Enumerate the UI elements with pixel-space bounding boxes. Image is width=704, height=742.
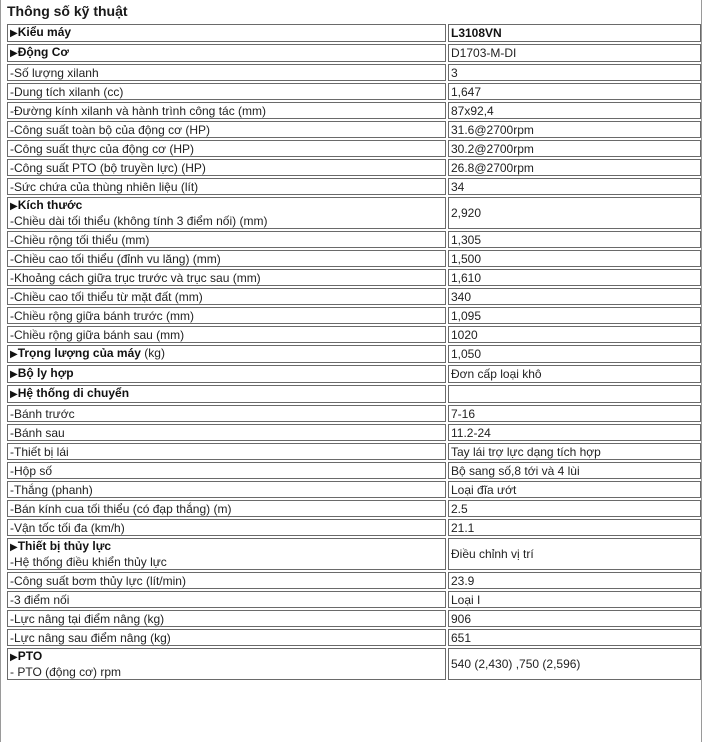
table-row — [7, 365, 701, 383]
row-value: Điều chỉnh vị trí — [448, 538, 701, 570]
table-row — [7, 159, 701, 176]
row-value: 23.9 — [448, 572, 701, 589]
table-row — [7, 24, 701, 42]
table-row — [7, 648, 701, 680]
table-row — [7, 519, 701, 536]
row-label: -Công suất bơm thủy lực (lít/min) — [7, 572, 446, 589]
row-value: 31.6@2700rpm — [448, 121, 701, 138]
row-label: ▶Bộ ly hợp — [7, 365, 446, 383]
row-value: 1,647 — [448, 83, 701, 100]
table-row — [7, 64, 701, 81]
table-row — [7, 121, 701, 138]
table-row — [7, 443, 701, 460]
table-row — [7, 307, 701, 324]
row-value: 1,500 — [448, 250, 701, 267]
row-value: 2.5 — [448, 500, 701, 517]
row-value: 11.2-24 — [448, 424, 701, 441]
row-value: 30.2@2700rpm — [448, 140, 701, 157]
row-value: Đơn cấp loại khô — [448, 365, 701, 383]
row-label: -Công suất toàn bộ của động cơ (HP) — [7, 121, 446, 138]
row-label: -Bánh sau — [7, 424, 446, 441]
triangle-right-icon: ▶ — [10, 542, 18, 553]
row-label: -Hộp số — [7, 462, 446, 479]
table-row — [7, 572, 701, 589]
table-row — [7, 178, 701, 195]
table-row — [7, 326, 701, 343]
row-value: 540 (2,430) ,750 (2,596) — [448, 648, 701, 680]
row-value — [448, 385, 701, 403]
row-label: -Chiều rộng tối thiểu (mm) — [7, 231, 446, 248]
page-title: Thông số kỹ thuật — [7, 3, 128, 19]
row-label: -Công suất thực của động cơ (HP) — [7, 140, 446, 157]
table-row — [7, 591, 701, 608]
row-value: 340 — [448, 288, 701, 305]
table-row — [7, 424, 701, 441]
table-row — [7, 385, 701, 403]
table-row — [7, 500, 701, 517]
row-value: 21.1 — [448, 519, 701, 536]
row-label: -3 điểm nối — [7, 591, 446, 608]
row-label: ▶Kích thước -Chiều dài tối thiểu (không tính 3 điểm nối) (mm) — [7, 197, 446, 229]
row-value: 1020 — [448, 326, 701, 343]
row-label: -Lực nâng sau điểm nâng (kg) — [7, 629, 446, 646]
row-value: 1,305 — [448, 231, 701, 248]
table-row — [7, 44, 701, 62]
row-label: -Vận tốc tối đa (km/h) — [7, 519, 446, 536]
row-value: 3 — [448, 64, 701, 81]
row-value: 1,050 — [448, 345, 701, 363]
table-row — [7, 538, 701, 570]
row-label: -Chiều cao tối thiểu (đỉnh vu lăng) (mm) — [7, 250, 446, 267]
row-value: 2,920 — [448, 197, 701, 229]
row-label: ▶Hệ thống di chuyển — [7, 385, 446, 403]
spec-table — [5, 22, 703, 682]
row-value: 1,095 — [448, 307, 701, 324]
row-value: Loại I — [448, 591, 701, 608]
triangle-right-icon: ▶ — [10, 28, 18, 39]
row-label: -Sức chứa của thùng nhiên liệu (lít) — [7, 178, 446, 195]
row-value: D1703-M-DI — [448, 44, 701, 62]
triangle-right-icon: ▶ — [10, 369, 18, 380]
row-label: -Chiều rộng giữa bánh trước (mm) — [7, 307, 446, 324]
row-value: 7-16 — [448, 405, 701, 422]
table-row — [7, 231, 701, 248]
table-row — [7, 629, 701, 646]
table-row — [7, 288, 701, 305]
row-label: -Bán kính cua tối thiểu (có đạp thắng) (m) — [7, 500, 446, 517]
row-value: 34 — [448, 178, 701, 195]
table-row — [7, 345, 701, 363]
row-label: ▶Trọng lượng của máy (kg) — [7, 345, 446, 363]
row-value: 651 — [448, 629, 701, 646]
table-row — [7, 405, 701, 422]
table-row — [7, 140, 701, 157]
row-value: 87x92,4 — [448, 102, 701, 119]
row-label: -Bánh trước — [7, 405, 446, 422]
row-label: -Số lượng xilanh — [7, 64, 446, 81]
triangle-right-icon: ▶ — [10, 349, 18, 360]
row-label: -Công suất PTO (bộ truyền lực) (HP) — [7, 159, 446, 176]
row-label: ▶PTO - PTO (động cơ) rpm — [7, 648, 446, 680]
row-label: -Chiều cao tối thiểu từ mặt đất (mm) — [7, 288, 446, 305]
row-label: ▶Thiết bị thủy lực -Hệ thống điều khiển thủy lực — [7, 538, 446, 570]
row-label: -Chiều rộng giữa bánh sau (mm) — [7, 326, 446, 343]
triangle-right-icon: ▶ — [10, 201, 18, 212]
row-label: -Thiết bị lái — [7, 443, 446, 460]
table-row — [7, 250, 701, 267]
row-value: L3108VN — [448, 24, 701, 42]
row-value: Tay lái trợ lực dạng tích hợp — [448, 443, 701, 460]
triangle-right-icon: ▶ — [10, 652, 18, 663]
row-label: ▶Động Cơ — [7, 44, 446, 62]
row-value: 1,610 — [448, 269, 701, 286]
table-row — [7, 462, 701, 479]
row-label: -Khoảng cách giữa trục trước và trục sau (mm) — [7, 269, 446, 286]
table-row — [7, 83, 701, 100]
table-row — [7, 197, 701, 229]
row-label: ▶Kiểu máy — [7, 24, 446, 42]
table-row — [7, 481, 701, 498]
triangle-right-icon: ▶ — [10, 389, 18, 400]
table-row — [7, 269, 701, 286]
triangle-right-icon: ▶ — [10, 48, 18, 59]
row-label: -Dung tích xilanh (cc) — [7, 83, 446, 100]
row-value: Loại đĩa ướt — [448, 481, 701, 498]
row-label: -Thắng (phanh) — [7, 481, 446, 498]
table-row — [7, 610, 701, 627]
row-value: 26.8@2700rpm — [448, 159, 701, 176]
table-row — [7, 102, 701, 119]
row-label: -Đường kính xilanh và hành trình công tác (mm) — [7, 102, 446, 119]
row-value: Bộ sang số,8 tới và 4 lùi — [448, 462, 701, 479]
row-value: 906 — [448, 610, 701, 627]
row-label: -Lực nâng tại điểm nâng (kg) — [7, 610, 446, 627]
